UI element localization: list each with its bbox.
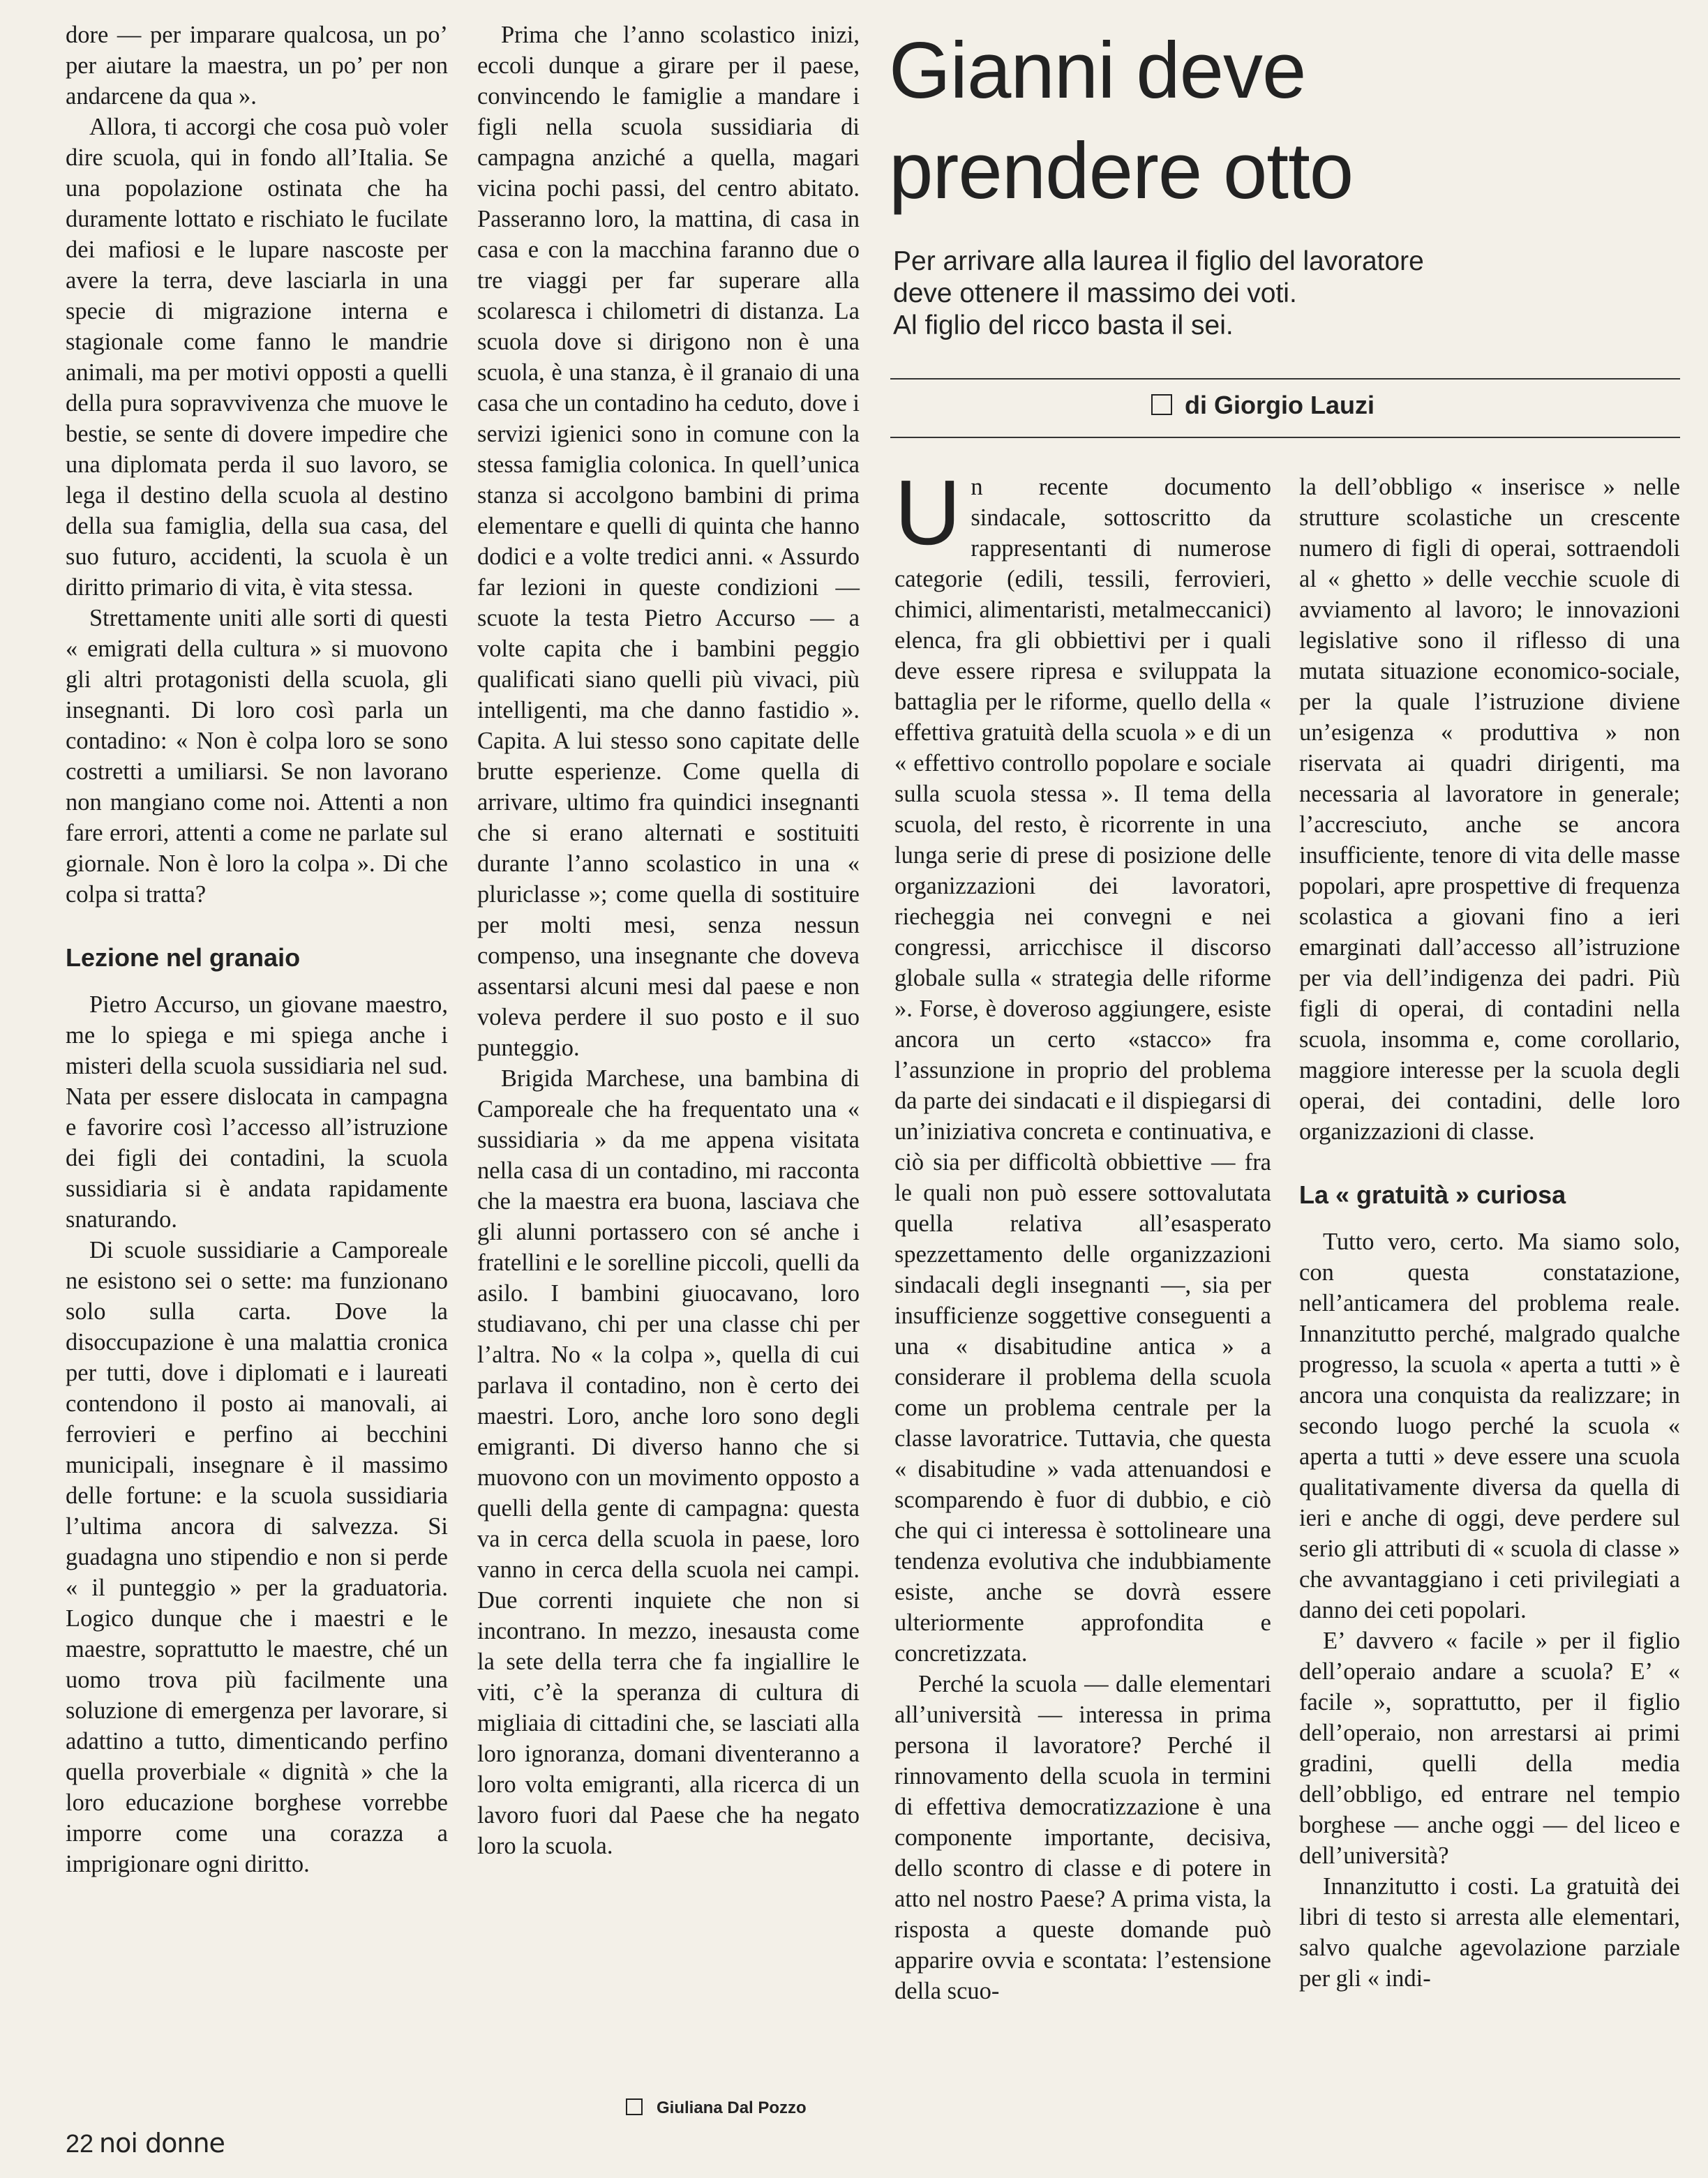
divider	[890, 437, 1680, 438]
intro-paragraph	[894, 461, 1271, 1669]
page-number: 22	[66, 2129, 94, 2158]
paragraph: Allora, ti accorgi che cosa può voler dire scuola, qui in fondo all’Italia. Se una popolazione ostinata che ha duramente lottato e rischiato le fucilate dei mafiosi e le lupare nascoste per avere la terra, deve lasciarla in una specie di migrazione interna e stagionale come fanno le mandrie animali, ma per motivi opposti a quelli della pura sopravvivenza che muove le bestie, se sente di dovere impedire che una diplomata perda il suo lavoro, se lega il destino della scuola al destino della sua famiglia, della sua casa, del suo futuro, accidenti, la scuola è un diritto primario di vita, è vita stessa.	[66, 114, 448, 601]
title-line: Gianni deve	[889, 27, 1306, 115]
paragraph: Perché la scuola — dalle elementari all’università — interessa in prima persona il lavoratore? Perché il rinnovamento della scuola in termini di effettiva democratizzazione è una componente importante, decisiva, dello scontro di classe e di potere in atto nel nostro Paese? A prima vista, la risposta a queste domande può apparire ovvia e scontata: l’estensione della scuo-	[894, 1671, 1271, 2004]
paragraph: la dell’obbligo « inserisce » nelle strutture scolastiche un crescente numero di figli di operai, sottraendoli al « ghetto » delle vecchie scuole di avviamento al lavoro; le innovazioni legislative sono il riflesso di una mutata situazione economico-sociale, per la quale l’istruzione diviene un’esigenza « produttiva » non riservata ai quadri dirigenti, ma necessaria al lavoratore in generale; l’accresciuto, anche se ancora insufficiente, tenore di vita delle masse popolari, apre prospettive di frequenza scolastica a giovani fino a ieri emarginati dall’accesso all’istruzione per via dell’indigenza dei padri. Più figli di operai, di contadini nella scuola, insomma e, come corollario, maggiore interesse per la scuola degli operai, dei contadini, delle loro organizzazioni di classe.	[1299, 474, 1680, 1145]
title-line: prendere otto	[889, 127, 1354, 216]
divider	[890, 378, 1680, 380]
paragraph: Innanzitutto i costi. La gratuità dei libri di testo si arresta alle elementari, salvo qualche agevolazione parziale per gli « indi-	[1299, 1873, 1680, 1992]
drop-cap: U	[894, 461, 961, 564]
page-footer	[66, 2128, 225, 2158]
subheading-gratuita: La « gratuità » curiosa	[1299, 1180, 1566, 1209]
standfirst-line: Per arrivare alla laurea il figlio del lavoratore	[893, 246, 1424, 276]
article-title	[889, 21, 1698, 222]
paragraph: Brigida Marchese, una bambina di Camporeale che ha frequentato una « sussidiaria » da me appena visitata nella casa di un contadino, mi racconta che la maestra era buona, lasciava che gli alunni portassero con sé anche i fratellini e le sorelline piccoli, quelli da asilo. I bambini giuocavano, loro studiavano, chi per una classe chi per l’altra. No « la colpa », quella di cui parlava il contadino, non è certo dei maestri. Loro, anche loro sono degli emigranti. Di diverso hanno che si muovono con un movimento opposto a quelli della gente di campagna: questa va in cerca della scuola in paese, loro vanno in cerca della scuola nei campi. Due correnti inquiete che non si incontrano. In mezzo, inesausta come la sete della terra che fa ingiallire le viti, c’è la speranza di cultura di migliaia di cittadini che, se lasciati alla loro ignoranza, domani diventeranno a loro volta emigranti, alla ricerca di un lavoro fuori dal Paese che ha negato loro la scuola.	[477, 1065, 860, 1859]
column-1	[66, 20, 448, 1879]
intro-text: n recente documento sindacale, sottoscritto da rappresentanti di numerose categorie (edili, tessili, ferrovieri, chimici, alimentaristi, metalmeccanici) elenca, fra gli obbiettivi per i quali deve essere ripresa e sviluppata la battaglia per le riforme, quello della « effettiva gratuità della scuola » e di un « effettivo controllo popolare e sociale sulla scuola stessa ». Il tema della scuola, del resto, è ricorrente in una lunga serie di prese di posizione delle organizzazioni dei lavoratori, riecheggia nei convegni e nei congressi, arricchisce il discorso globale sulla « strategia delle riforme ». Forse, è doveroso aggiungere, esiste ancora un certo «stacco» fra l’assunzione in proprio del problema da parte dei sindacati e il dispiegarsi di un’iniziativa concreta e continuativa, e ciò sia per difficoltà obbiettive — fra le quali non può essere sottovalutata quella relativa all’esasperato spezzettamento delle organizzazioni sindacali degli insegnanti —, sia per insufficienze soggettive conseguenti a una « disabitudine antica » a considerare il problema della scuola come un problema centrale per la classe lavoratrice. Tuttavia, che questa « disabitudine » vada attenuandosi e scomparendo è fuor di dubbio, e ciò che qui ci interessa è sottolineare una tendenza evolutiva che indubbiamente esiste, anche se dovrà essere ulteriormente approfondita e concretizzata.	[894, 474, 1271, 1667]
standfirst-line: Al figlio del ricco basta il sei.	[893, 310, 1234, 340]
paragraph: Prima che l’anno scolastico inizi, eccoli dunque a girare per il paese, convincendo le famiglie a mandare i figli nella scuola sussidiaria di campagna anziché a quella, magari vicina pochi passi, del centro abitato. Passeranno loro, la mattina, di casa in casa e con la macchina faranno due o tre viaggi per far superare alla scolaresca i chilometri di distanza. La scuola dove si dirigono non è una scuola, è una stanza, è il granaio di una casa che un contadino ha ceduto, dove i servizi igienici sono in comune con la stessa famiglia colonica. In quell’unica stanza si accolgono bambini di prima elementare e quelli di quinta che hanno dodici e a volte tredici anni. « Assurdo far lezioni in queste condizioni — scuote la testa Pietro Accurso — a volte capita che i bambini peggio qualificati siano quelli più vivaci, più intelligenti, ma che danno fastidio ». Capita. A lui stesso sono capitate delle brutte esperienze. Come quella di arrivare, ultimo fra quindici insegnanti che si erano alternati e sostituiti durante l’anno scolastico in una « pluriclasse »; come quella di sostituire per molti mesi, senza nessun compenso, una insegnante che doveva assentarsi alcuni mesi dal paese e non voleva perdere il suo posto e il suo punteggio.	[477, 22, 860, 1061]
byline-previous-article	[626, 2098, 807, 2118]
paragraph: dore — per imparare qualcosa, un po’ per aiutare la maestra, un po’ per non andarcene da qua ».	[66, 22, 448, 110]
standfirst-line: deve ottenere il massimo dei voti.	[893, 278, 1297, 308]
byline	[1151, 391, 1374, 420]
standfirst	[893, 246, 1675, 342]
paragraph: Di scuole sussidiarie a Camporeale ne esistono sei o sette: ma funzionano solo sulla carta. Dove la disoccupazione è una malattia cronica per tutti, dove i diplomati e i laureati contendono il posto ai manovali, ai ferrovieri e perfino ai becchini municipali, insegnare è il massimo delle fortune: e la scuola sussidiaria l’ultima ancora di salvezza. Si guadagna uno stipendio e non si perde « il punteggio » per la graduatoria. Logico dunque che i maestri e le maestre, soprattutto le maestre, ché un uomo trova più facilmente una soluzione di emergenza per lavorare, si adattino a tutto, dimenticando perfino quella proverbiale « dignità » che la loro educazione borghese vorrebbe imporre come una corazza a imprigionare ogni diritto.	[66, 1237, 448, 1877]
column-4	[1299, 472, 1680, 1994]
magazine-name: noi donne	[99, 2128, 225, 2158]
column-2	[477, 20, 860, 1861]
paragraph: Tutto vero, certo. Ma siamo solo, con questa constatazione, nell’anticamera del problema reale. Innanzitutto perché, malgrado qualche progresso, la scuola « aperta a tutti » è ancora una conquista da realizzare; in secondo luogo perché la scuola « aperta a tutti » deve essere una scuola qualitativamente diversa da quella di ieri e anche di oggi, deve perdere sul serio gli attributi di « scuola di classe » che avvantaggiano i ceti privilegiati a danno dei ceti popolari.	[1299, 1229, 1680, 1623]
author-name: Giuliana Dal Pozzo	[657, 2098, 807, 2117]
column-3	[894, 461, 1271, 2006]
subheading-lezione: Lezione nel granaio	[66, 943, 301, 972]
paragraph: Strettamente uniti alle sorti di questi « emigrati della cultura » si muovono gli altri protagonisti della scuola, gli insegnanti. Di loro così parla un contadino: « Non è colpa loro se sono costretti a umiliarsi. Se non lavorano non mangiano come noi. Attenti a non fare errori, attenti a come ne parlate sul giornale. Non è loro la colpa ». Di che colpa si tratta?	[66, 605, 448, 908]
paragraph: Pietro Accurso, un giovane maestro, me lo spiega e mi spiega anche i misteri della scuola sussidiaria nel sud. Nata per essere dislocata in campagna e favorire così l’accesso all’istruzione dei figli dei contadini, la scuola sussidiaria si è andata rapidamente snaturando.	[66, 991, 448, 1233]
author-name: di Giorgio Lauzi	[1185, 391, 1374, 419]
square-bullet-icon	[626, 2098, 643, 2115]
paragraph: E’ davvero « facile » per il figlio dell’operaio andare a scuola? E’ « facile », soprattutto, per il figlio dell’operaio, non arrestarsi ai primi gradini, quelli della media dell’obbligo, ed entrare nel tempio borghese — anche oggi — del liceo e dell’università?	[1299, 1628, 1680, 1869]
square-bullet-icon	[1151, 394, 1172, 415]
